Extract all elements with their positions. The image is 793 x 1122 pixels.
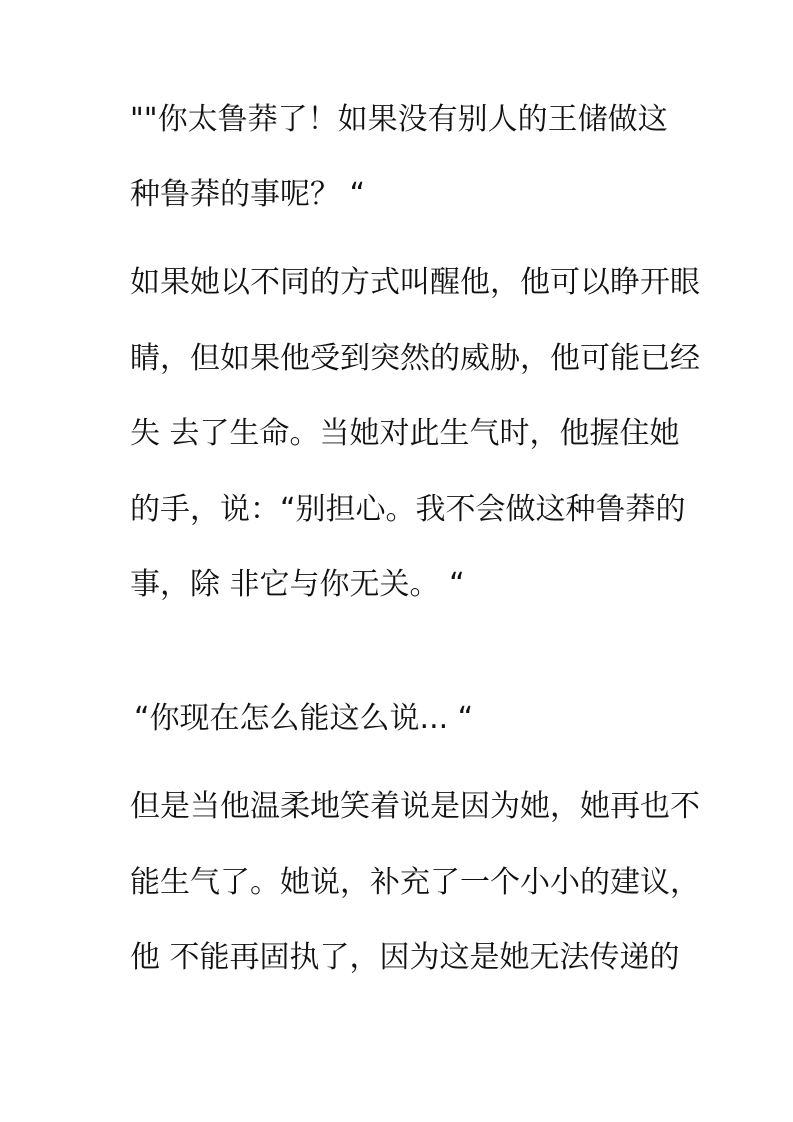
text-line-5: 失 去了生命。当她对此生气时，他握住她 xyxy=(130,416,680,451)
text-line-7: 事，除 非它与你无关。 “ xyxy=(130,567,465,602)
text-line-2: 种鲁莽的事呢？ “ xyxy=(130,177,366,212)
text-line-11: 他 不能再固执了，因为这是她无法传递的 xyxy=(130,940,680,975)
text-line-4: 睛，但如果他受到突然的威胁，他可能已经 xyxy=(130,341,700,376)
text-line-1: ""你太鲁莽了！如果没有别人的王储做这 xyxy=(130,102,668,137)
text-line-10: 能生气了。她说，补充了一个小小的建议， xyxy=(130,865,700,900)
text-line-3: 如果她以不同的方式叫醒他，他可以睁开眼 xyxy=(130,265,700,300)
text-line-6: 的手，说：“别担心。我不会做这种鲁莽的 xyxy=(130,492,686,527)
text-line-9: 但是当他温柔地笑着说是因为她，她再也不 xyxy=(130,789,700,824)
text-line-8: “你现在怎么能这么说... “ xyxy=(134,701,474,736)
